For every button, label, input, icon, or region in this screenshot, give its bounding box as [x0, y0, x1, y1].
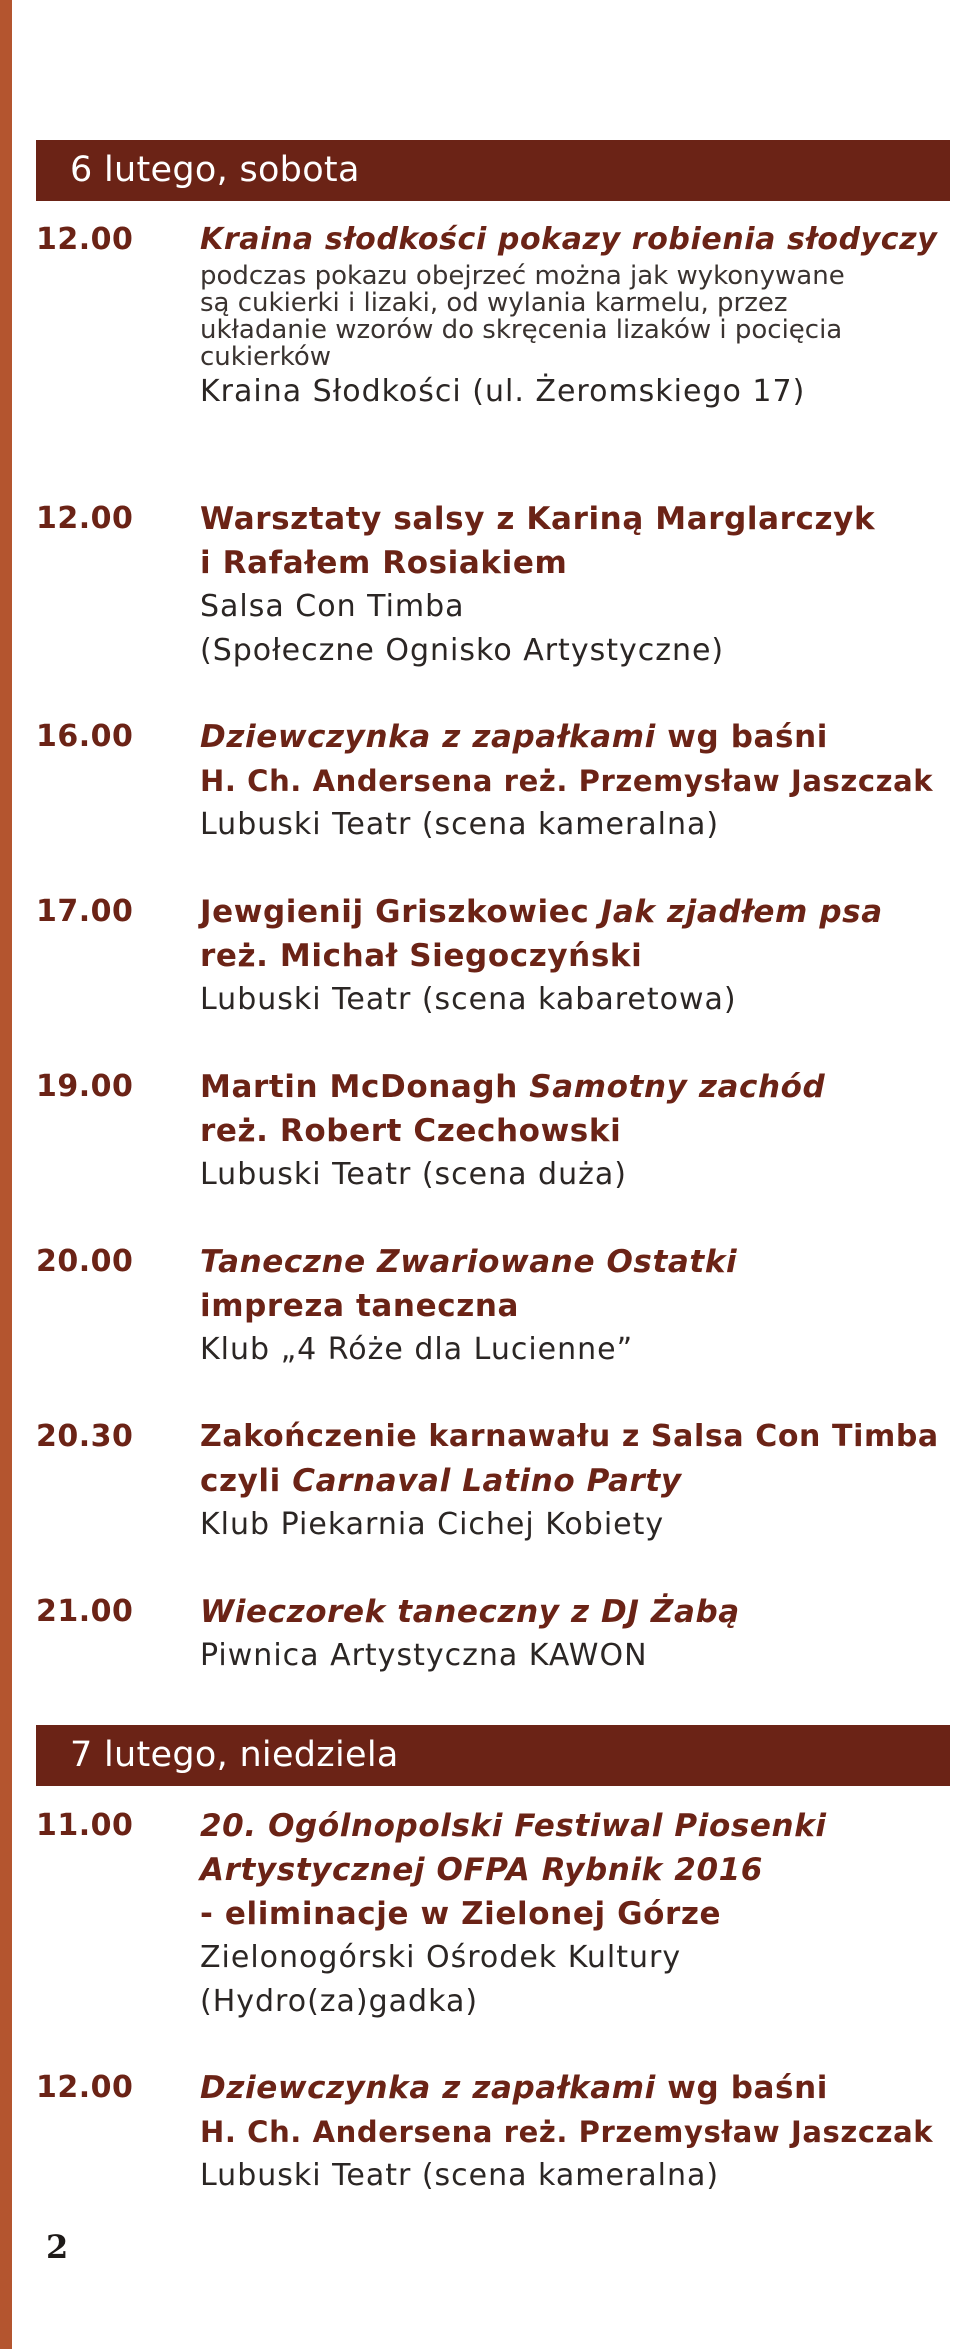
- event-description-line: są cukierki i lizaki, od wylania karmelu, przez: [200, 288, 788, 318]
- event-venue: Zielonogórski Ośrodek Kultury: [200, 1940, 682, 1975]
- side-decorative-bar: [0, 0, 12, 2349]
- event-time: 12.00: [36, 222, 134, 257]
- event-title: Zakończenie karnawału z Salsa Con Timba: [200, 1419, 939, 1454]
- event-title-italic: Dziewczynka z zapałkami: [200, 2070, 656, 2106]
- day-header-saturday: 6 lutego, sobota: [36, 140, 950, 201]
- page-number: 2: [46, 2228, 69, 2266]
- event-title: Warsztaty salsy z Kariną Marglarczyk: [200, 501, 876, 537]
- event-venue: (Hydro(za)gadka): [200, 1984, 479, 2019]
- event-title: H. Ch. Andersena reż. Przemysław Jaszczak: [200, 764, 934, 798]
- event-time: 20.00: [36, 1244, 134, 1279]
- event-title-italic: Dziewczynka z zapałkami: [200, 719, 656, 755]
- event-venue: Lubuski Teatr (scena kameralna): [200, 2158, 720, 2193]
- event-venue: Kraina Słodkości (ul. Żeromskiego 17): [200, 374, 806, 409]
- event-venue: Lubuski Teatr (scena kabaretowa): [200, 982, 737, 1017]
- event-title-plain: czyli: [200, 1463, 281, 1499]
- event-time: 17.00: [36, 894, 134, 929]
- event-title-plain: wg baśni: [667, 719, 828, 755]
- event-time: 20.30: [36, 1419, 134, 1454]
- event-title: reż. Michał Siegoczyński: [200, 938, 643, 974]
- event-venue: Piwnica Artystyczna KAWON: [200, 1638, 648, 1673]
- event-title: Wieczorek taneczny z DJ Żabą: [200, 1594, 740, 1630]
- event-title: Kraina słodkości pokazy robienia słodyczy: [200, 222, 938, 257]
- event-title: i Rafałem Rosiakiem: [200, 545, 568, 581]
- event-time: 21.00: [36, 1594, 134, 1629]
- event-time: 16.00: [36, 719, 134, 754]
- event-title-italic: Carnaval Latino Party: [292, 1463, 682, 1499]
- event-venue: (Społeczne Ognisko Artystyczne): [200, 633, 725, 668]
- event-description-line: układanie wzorów do skręcenia lizaków i pocięcia: [200, 315, 843, 345]
- event-time: 12.00: [36, 2070, 134, 2105]
- event-description-line: cukierków: [200, 342, 332, 372]
- event-time: 12.00: [36, 501, 134, 536]
- event-venue: Lubuski Teatr (scena duża): [200, 1157, 627, 1192]
- event-title: 20. Ogólnopolski Festiwal Piosenki: [200, 1808, 827, 1844]
- event-title: Artystycznej OFPA Rybnik 2016: [200, 1852, 763, 1888]
- event-title-plain: Martin McDonagh: [200, 1069, 518, 1105]
- event-title: - eliminacje w Zielonej Górze: [200, 1896, 722, 1932]
- event-title-italic: Samotny zachód: [529, 1069, 826, 1105]
- day-header-sunday: 7 lutego, niedziela: [36, 1725, 950, 1786]
- event-description-line: podczas pokazu obejrzeć można jak wykonywane: [200, 261, 845, 291]
- event-title-plain: Jewgienij Griszkowiec: [200, 894, 590, 930]
- event-title: Taneczne Zwariowane Ostatki: [200, 1244, 738, 1280]
- event-title: impreza taneczna: [200, 1288, 520, 1324]
- event-title: reż. Robert Czechowski: [200, 1113, 622, 1149]
- event-time: 19.00: [36, 1069, 134, 1104]
- event-venue: Lubuski Teatr (scena kameralna): [200, 807, 720, 842]
- event-venue: Klub Piekarnia Cichej Kobiety: [200, 1507, 665, 1542]
- event-venue: Klub „4 Róże dla Lucienne”: [200, 1332, 634, 1367]
- event-title-italic: Jak zjadłem psa: [600, 894, 883, 930]
- event-title: H. Ch. Andersena reż. Przemysław Jaszczak: [200, 2115, 934, 2149]
- event-time: 11.00: [36, 1808, 134, 1843]
- event-title-plain: wg baśni: [667, 2070, 828, 2106]
- event-venue: Salsa Con Timba: [200, 589, 465, 624]
